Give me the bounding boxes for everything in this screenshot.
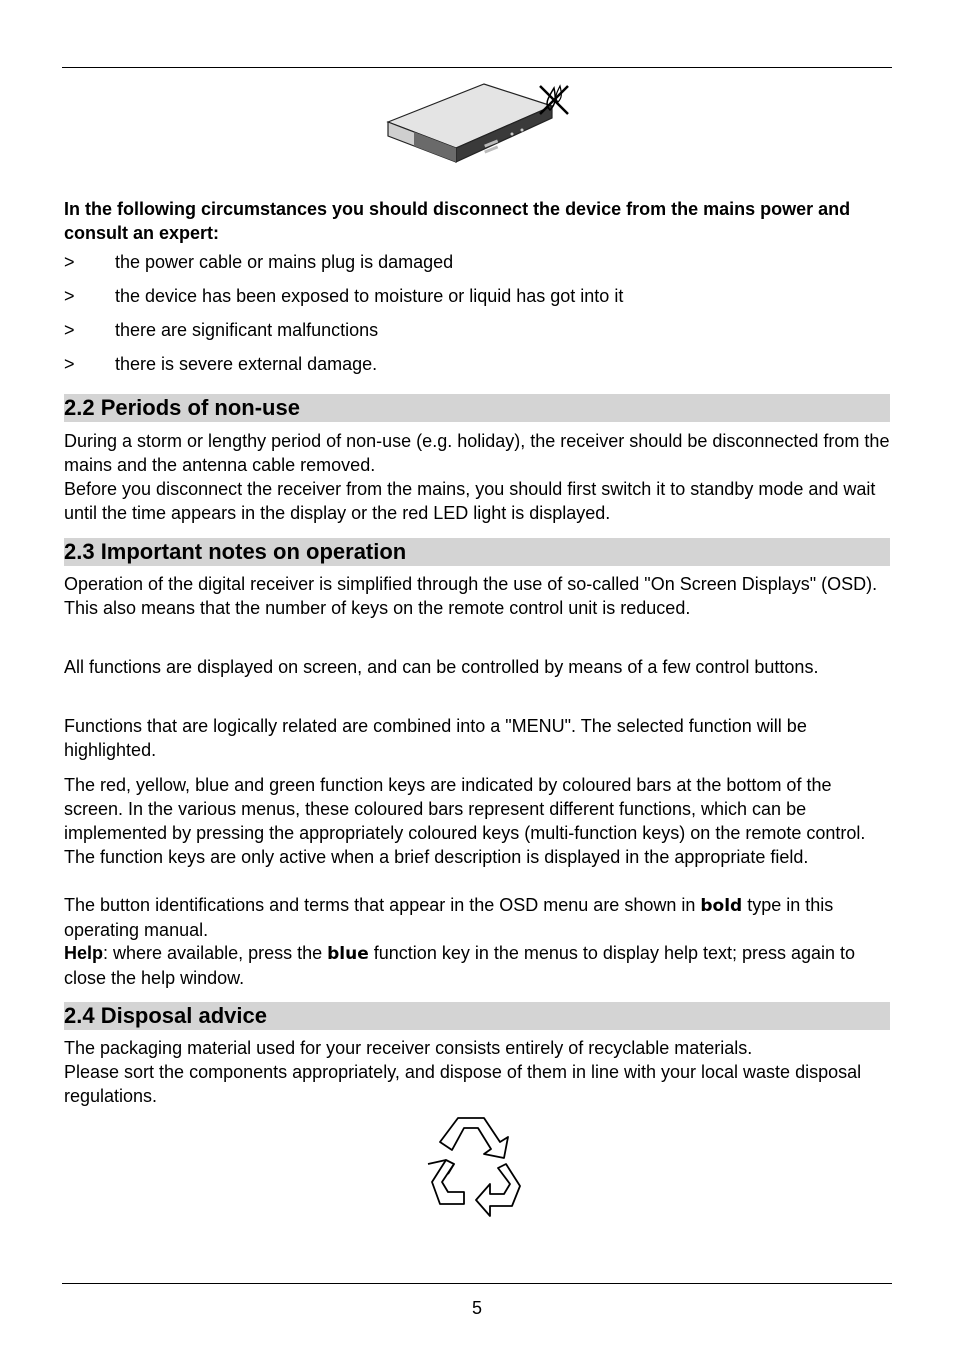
paragraph [64,941,890,990]
paragraph [64,893,890,942]
text-run: function key in the menus to display help text; press again to close the help window. [64,943,856,988]
header-rule [62,67,892,68]
paragraph: Operation of the digital receiver is simplified through the use of so-called "On Screen Displays" (OSD). This also means that the number of keys on the remote control unit is reduced. [64,574,878,618]
help-label: Help [64,943,104,963]
paragraph: During a storm or lengthy period of non-use (e.g. holiday), the receiver should be disconnected from the mains and the antenna cable removed. [64,431,890,475]
bold-term: bold [700,896,743,916]
paragraph: All functions are displayed on screen, and can be controlled by means of a few control buttons. [64,657,819,677]
list-item [64,250,890,274]
list-item [64,352,890,376]
bullet-mark: > [64,252,75,272]
bullet-mark: > [64,354,75,374]
text-run: The button identifications and terms that appear in the OSD menu are shown in [64,895,701,915]
page-number: 5 [471,1298,482,1318]
bullet-mark: > [64,320,75,340]
receiver-no-moisture-illustration [384,82,574,182]
paragraph: The packaging material used for your receiver consists entirely of recyclable materials. [64,1038,753,1058]
list-item-text: there is severe external damage. [115,354,378,374]
bullet-mark: > [64,286,75,306]
paragraph: Before you disconnect the receiver from the mains, you should first switch it to standby mode and wait until the time appears in the display or the red LED light is displayed. [64,479,876,523]
disconnect-conditions-list [64,250,890,386]
footer-rule [62,1283,892,1284]
paragraph: Functions that are logically related are combined into a "MENU". The selected function will be highlighted. [64,716,807,760]
section-heading-2-3: 2.3 Important notes on operation [64,538,890,566]
recycle-icon [418,1112,536,1224]
list-item-text: there are significant malfunctions [115,320,379,340]
section-heading-2-4: 2.4 Disposal advice [64,1002,890,1030]
paragraph: The red, yellow, blue and green function keys are indicated by coloured bars at the bottom of the screen. In the various menus, these coloured bars represent different functions, which can be implemented by pressing the appropriately coloured keys (multi-function keys) on the remote control. The function keys are only active when a brief description is displayed in the appropriate field. [64,775,866,867]
text-run: : where available, press the [103,943,328,963]
paragraph: Please sort the components appropriately, and dispose of them in line with your local waste disposal regulations. [64,1062,862,1106]
list-item [64,318,890,342]
text-run: type in this operating manual. [64,895,834,940]
list-item-text: the power cable or mains plug is damaged [115,252,454,272]
list-item-text: the device has been exposed to moisture or liquid has got into it [115,286,624,306]
disconnect-warning-heading: In the following circumstances you should disconnect the device from the mains power and consult an expert: [64,199,851,243]
bold-term: blue [327,944,369,964]
list-item [64,284,890,308]
section-heading-2-2: 2.2 Periods of non-use [64,394,890,422]
